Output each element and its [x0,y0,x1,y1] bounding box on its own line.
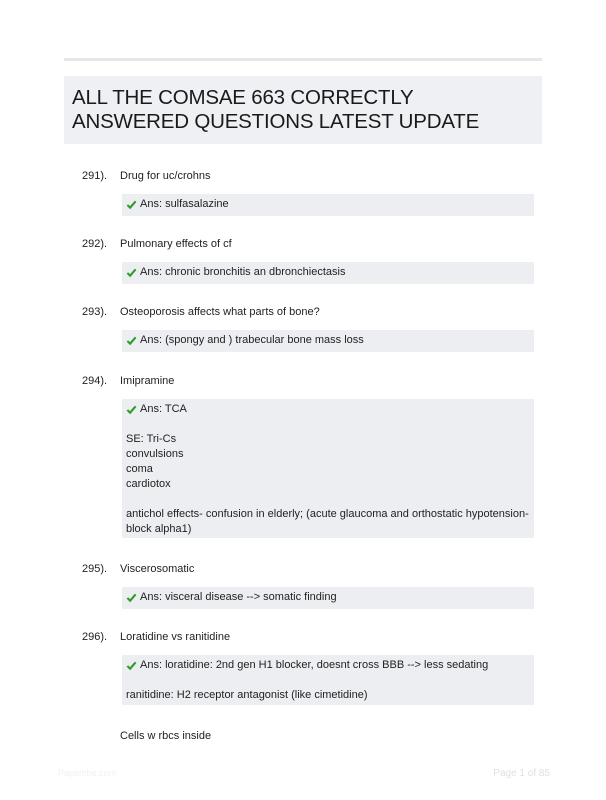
document-title: ALL THE COMSAE 663 CORRECTLY ANSWERED QUESTIONS LATEST UPDATE [72,86,480,133]
question-number: 291). [82,170,108,182]
answer-text: Ans: loratidine: 2nd gen H1 blocker, doesnt cross BBB --> less sedating [140,659,489,671]
answer-text: Ans: visceral disease --> somatic finding [140,591,337,603]
top-divider [64,58,542,61]
answer-box [122,194,534,216]
title-banner [64,76,542,144]
answer-text: Ans: sulfasalazine [140,198,229,210]
answer-box [122,399,534,538]
question-number: 293). [82,306,108,318]
watermark: Papertibe.com [58,768,117,778]
question-number: 294). [82,375,108,387]
answer-box [122,655,534,705]
question-number: 292). [82,238,108,250]
question-text: Imipramine [120,375,175,387]
check-icon [126,267,137,278]
answer-details: ranitidine: H2 receptor antagonist (like cimetidine) [126,689,368,701]
answer-text: Ans: chronic bronchitis an dbronchiectasis [140,266,346,278]
check-icon [126,335,137,346]
question-text: Cells w rbcs inside [120,730,212,742]
question-text: Viscerosomatic [120,563,195,575]
check-icon [126,592,137,603]
answer-text: Ans: TCA [140,403,187,415]
question-number: 296). [82,631,108,643]
check-icon [126,404,137,415]
answer-box [122,587,534,609]
question-text: Pulmonary effects of cf [120,238,232,250]
answer-details: SE: Tri-Cs convulsions coma cardiotox antichol effects- confusion in elderly; (acute glaucoma and orthostatic hypotension-block alpha1) [126,433,529,535]
question-number: 295). [82,563,108,575]
check-icon [126,199,137,210]
page-indicator: Page 1 of 85 [493,768,550,779]
answer-box [122,262,534,284]
answer-box [122,330,534,352]
question-text: Osteoporosis affects what parts of bone? [120,306,320,318]
question-text: Drug for uc/crohns [120,170,211,182]
check-icon [126,660,137,671]
question-text: Loratidine vs ranitidine [120,631,231,643]
answer-text: Ans: (spongy and ) trabecular bone mass loss [140,334,364,346]
